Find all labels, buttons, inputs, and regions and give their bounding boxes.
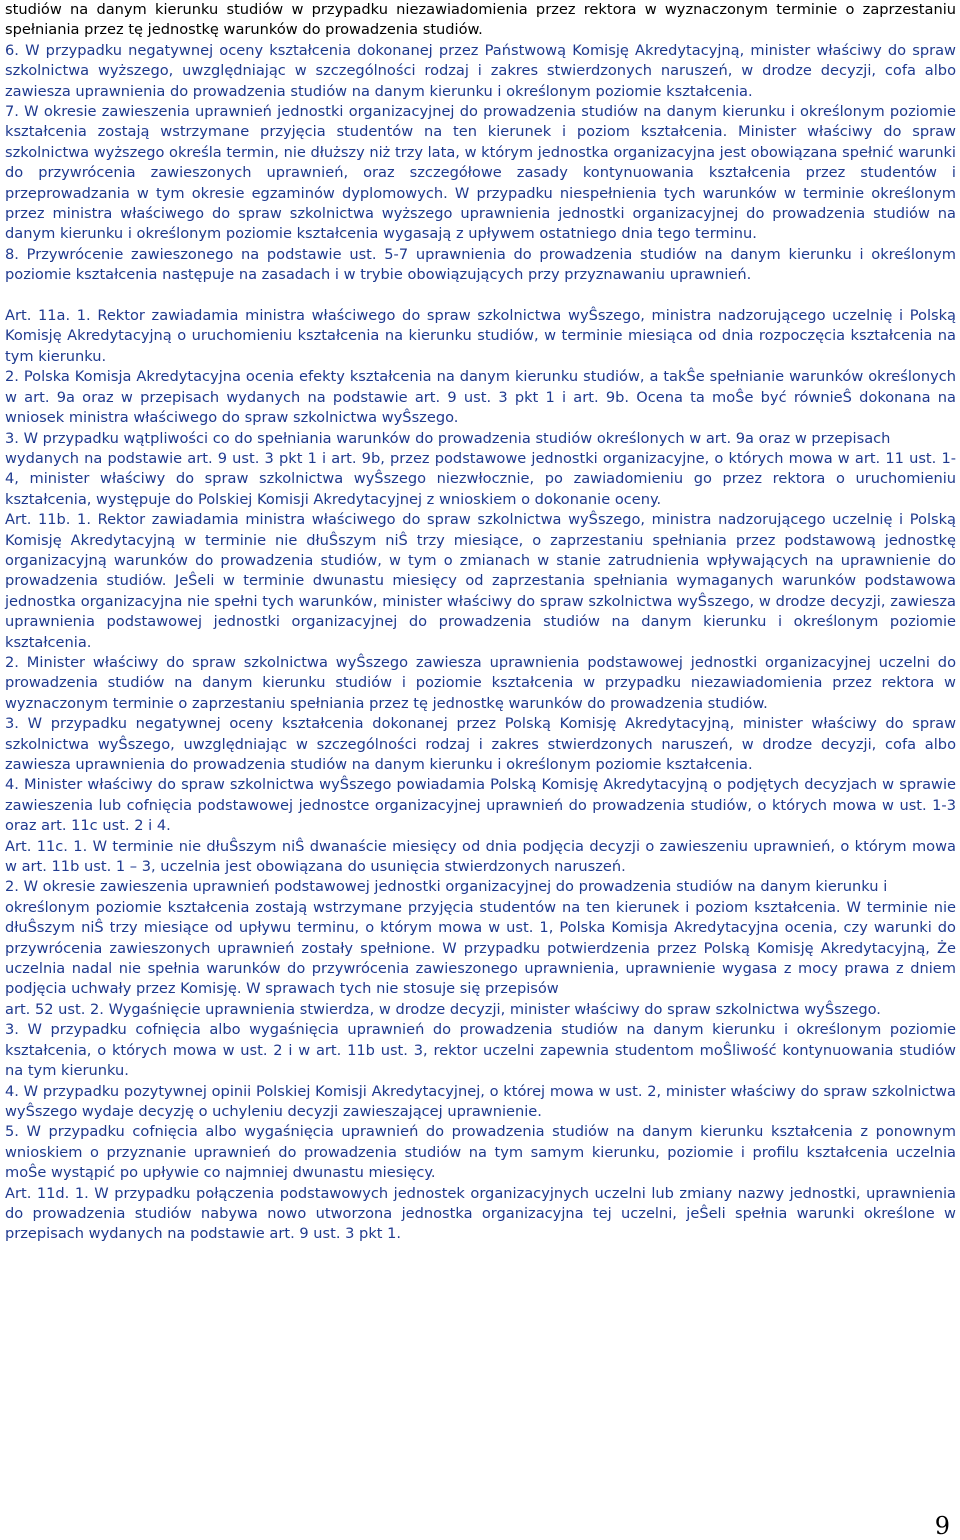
art-11b-1: Art. 11b. 1. Rektor zawiadamia ministra właściwego do spraw szkolnictwa wyŜszego, ministra nadzorującego uczelnię i Polską Komisję Akredytacyjną w terminie nie dłuŜszym niŜ trzy miesiące, o zaprzestaniu spełniania przez podstawową jednostkę organizacyjną warunków do prowadzenia studiów, w tym o zmianach w stanie zatrudnienia wpływających na uprawnienie do prowadzenia studiów. JeŜeli w terminie dwunastu miesięcy od zaprzestania spełniania wymaganych warunków podstawowa jednostka organizacyjna nie spełni tych warunków, minister właściwy do spraw szkolnictwa wyŜszego, w drodze decyzji, zawiesza uprawnienia podstawowej jednostki organizacyjnej do prowadzenia studiów na danym kierunku i określonym poziomie kształcenia.: [5, 511, 956, 651]
art-11c-2-continued: określonym poziomie kształcenia zostają wstrzymane przyjęcia studentów na ten kierunek i poziom kształcenia. W terminie nie dłuŜszym niŜ trzy miesiące od upływu terminu, o którym mowa w ust. 1, Polska Komisja Akredytacyjna ocenia, czy warunki do przywrócenia zawieszonych uprawnień zostały spełnione. W przypadku potwierdzenia przez Polską Komisję Akredytacyjną, Że uczelnia nadal nie spełnia warunków do przywrócenia zawieszonego uprawnienia, uprawnienie wygasa z mocy prawa z dniem podjęcia uchwały przez Komisję. W sprawach tych nie stosuje się przepisów: [5, 898, 956, 998]
art-11a-2: 2. Polska Komisja Akredytacyjna ocenia efekty kształcenia na danym kierunku studiów, a takŜe spełnianie warunków określonych w art. 9a oraz w przepisach wydanych na podstawie art. 9 ust. 3 pkt 1 i art. 9b. Ocena ta moŜe być równieŜ dokonana na wniosek ministra właściwego do spraw szkolnictwa wyŜszego.: [5, 368, 956, 427]
page-number: 9: [934, 1512, 950, 1540]
art-11c-1: Art. 11c. 1. W terminie nie dłuŜszym niŜ dwanaście miesięcy od dnia podjęcia decyzji o zawieszeniu uprawnień, o którym mowa w art. 11b ust. 1 – 3, uczelnia jest obowiązana do usunięcia stwierdzonych naruszeń.: [5, 837, 956, 876]
art-11c-5: 5. W przypadku cofnięcia albo wygaśnięcia uprawnień do prowadzenia studiów na danym kierunku kształcenia z ponownym wnioskiem o przyznanie uprawnień do prowadzenia studiów na tym samym kierunku, poziomie i profilu kształcenia uczelnia moŜe wystąpić po upływie co najmniej dwunastu miesięcy.: [5, 1123, 956, 1182]
art-11d-1: Art. 11d. 1. W przypadku połączenia podstawowych jednostek organizacyjnych uczelni lub zmiany nazwy jednostki, uprawnienia do prowadzenia studiów nabywa nowo utworzona jednostka organizacyjna tej uczelni, jeŜeli spełnia warunki określone w przepisach wydanych na podstawie art. 9 ust. 3 pkt 1.: [5, 1184, 956, 1243]
art-11c-2-tail: art. 52 ust. 2. Wygaśnięcie uprawnienia stwierdza, w drodze decyzji, minister właściwy do spraw szkolnictwa wyŜszego.: [5, 1000, 881, 1018]
art-11b-3: 3. W przypadku negatywnej oceny kształcenia dokonanej przez Polską Komisję Akredytacyjną, minister właściwy do spraw szkolnictwa wyŜszego, uwzględniając w szczególności rodzaj i zakres stwierdzonych naruszeń, w drodze decyzji, cofa albo zawiesza uprawnienia do prowadzenia studiów na danym kierunku i określonym poziomie kształcenia.: [5, 715, 956, 774]
paragraph-6: 6. W przypadku negatywnej oceny kształcenia dokonanej przez Państwową Komisję Akredytacyjną, minister właściwy do spraw szkolnictwa wyższego, uwzględniając w szczególności rodzaj i zakres stwierdzonych naruszeń, w drodze decyzji, cofa albo zawiesza uprawnienia do prowadzenia studiów na danym kierunku i określonym poziomie kształcenia.: [5, 41, 956, 100]
paragraph-7: 7. W okresie zawieszenia uprawnień jednostki organizacyjnej do prowadzenia studiów na danym kierunku i określonym poziomie kształcenia zostają wstrzymane przyjęcia studentów na ten kierunek i poziom kształcenia. Minister właściwy do spraw szkolnictwa wyższego określa termin, nie dłuższy niż trzy lata, w którym jednostka organizacyjna jest obowiązana spełnić warunki do przywrócenia zawieszonych uprawnień, oraz szczegółowe zasady kontynuowania kształcenia przez studentów i przeprowadzania w tym okresie egzaminów dyplomowych. W przypadku niespełnienia tych warunków w terminie określonym przez ministra właściwego do spraw szkolnictwa wyższego uprawnienia jednostki organizacyjnej do prowadzenia studiów na danym kierunku i określonym poziomie kształcenia wygasają z upływem ostatniego dnia tego terminu.: [5, 103, 956, 243]
art-11c-4: 4. W przypadku pozytywnej opinii Polskiej Komisji Akredytacyjnej, o której mowa w ust. 2, minister właściwy do spraw szkolnictwa wyŜszego wydaje decyzję o uchyleniu decyzji zawieszającej uprawnienie.: [5, 1082, 956, 1120]
art-11a-3: 3. W przypadku wątpliwości co do spełniania warunków do prowadzenia studiów określonych w art. 9a oraz w przepisach: [5, 429, 891, 447]
art-11b-2: 2. Minister właściwy do spraw szkolnictwa wyŜszego zawiesza uprawnienia podstawowej jednostki organizacyjnej uczelni do prowadzenia studiów na danym kierunku studiów i poziomie kształcenia w przypadku niezawiadomienia przez rektora w wyznaczonym terminie o zaprzestaniu spełniania przez tę jednostkę warunków do prowadzenia studiów.: [5, 653, 956, 712]
art-11a-3-continued: wydanych na podstawie art. 9 ust. 3 pkt 1 i art. 9b, przez podstawowe jednostki organizacyjne, o których mowa w art. 11 ust. 1-4, minister właściwy do spraw szkolnictwa wyŜszego niezwłocznie, po zawiadomieniu go przez rektora o uruchomieniu kształcenia, występuje do Polskiej Komisji Akredytacyjnej z wnioskiem o dokonanie oceny.: [5, 449, 956, 508]
paragraph-8: 8. Przywrócenie zawieszonego na podstawie ust. 5-7 uprawnienia do prowadzenia studiów na danym kierunku i określonym poziomie kształcenia następuje na zasadach i w trybie obowiązujących przy przyznawaniu uprawnień.: [5, 245, 956, 284]
art-11c-3: 3. W przypadku cofnięcia albo wygaśnięcia uprawnień do prowadzenia studiów na danym kierunku i określonym poziomie kształcenia, o których mowa w ust. 2 i w art. 11b ust. 3, rektor uczelni zapewnia studentom moŜliwość kontynuowania studiów na tym kierunku.: [5, 1021, 956, 1080]
art-11b-4: 4. Minister właściwy do spraw szkolnictwa wyŜszego powiadamia Polską Komisję Akredytacyjną o podjętych decyzjach w sprawie zawieszenia lub cofnięcia podstawowej jednostce organizacyjnej uprawnień do prowadzenia studiów, o których mowa w ust. 1-3 oraz art. 11c ust. 2 i 4.: [5, 776, 956, 835]
paragraph-spacer: [5, 286, 956, 306]
art-11c-2: 2. W okresie zawieszenia uprawnień podstawowej jednostki organizacyjnej do prowadzenia studiów na danym kierunku i: [5, 878, 888, 896]
paragraph-continuation: studiów na danym kierunku studiów w przypadku niezawiadomienia przez rektora w wyznaczonym terminie o zaprzestaniu spełniania przez tę jednostkę warunków do prowadzenia studiów.: [5, 1, 956, 39]
document-page: [5, 0, 956, 1245]
art-11a-1: Art. 11a. 1. Rektor zawiadamia ministra właściwego do spraw szkolnictwa wyŜszego, ministra nadzorującego uczelnię i Polską Komisję Akredytacyjną o uruchomieniu kształcenia na kierunku studiów, w terminie miesiąca od dnia rozpoczęcia kształcenia na tym kierunku.: [5, 307, 956, 365]
